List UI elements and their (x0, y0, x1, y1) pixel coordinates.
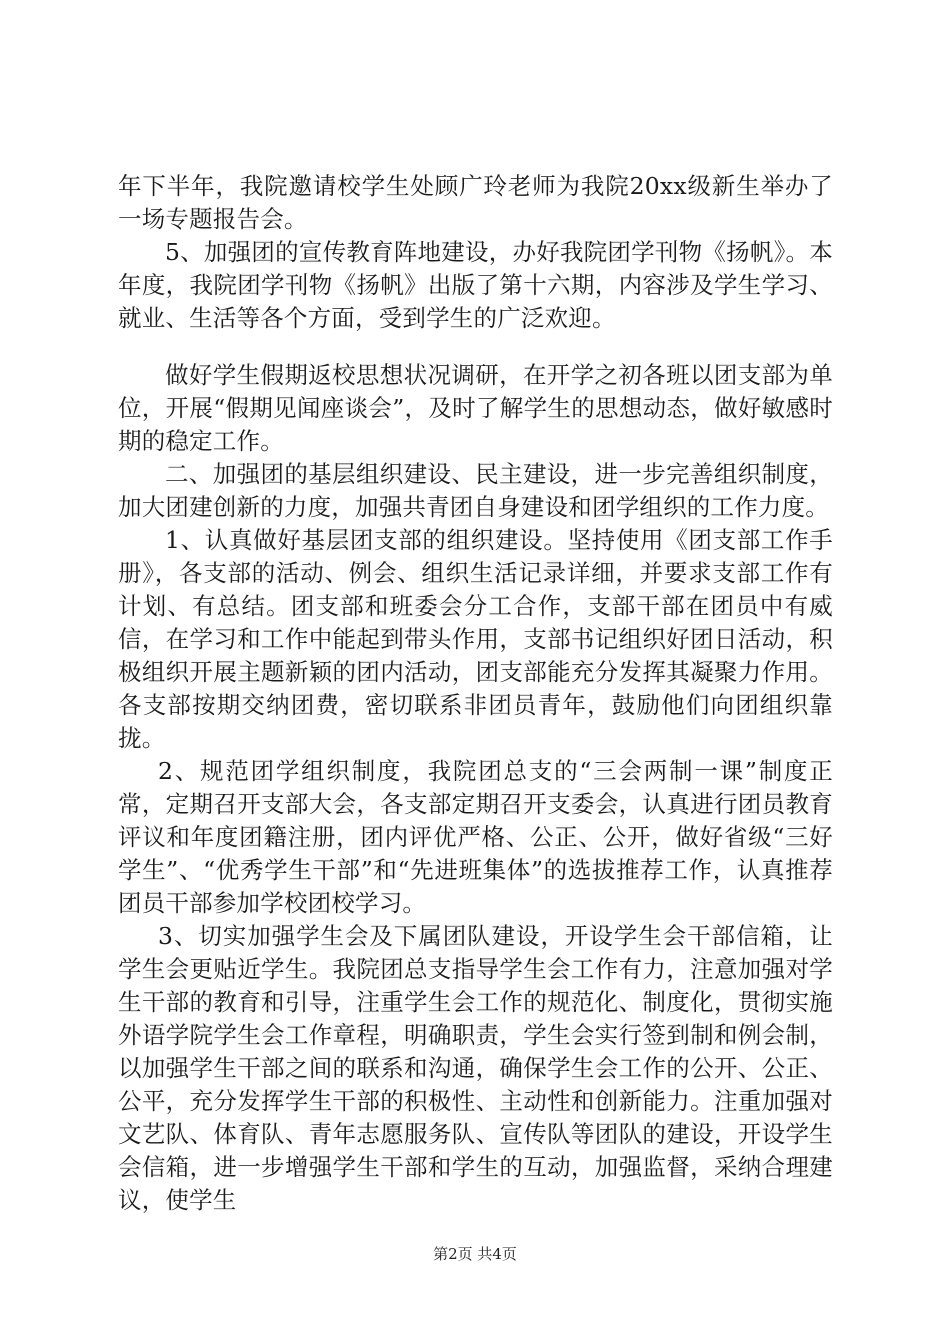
paragraph-5: 1、认真做好基层团支部的组织建设。坚持使用《团支部工作手册》，各支部的活动、例会、组织生活记录详细，并要求支部工作有计划、有总结。团支部和班委会分工合作，支部干部在团员中有威信，在学习和工作中能起到带头作用，支部书记组织好团日活动，积极组织开展主题新颖的团内活动，团支部能充分发挥其凝聚力作用。各支部按期交纳团费，密切联系非团员青年，鼓励他们向团组织靠拢。 (118, 526, 833, 752)
paragraph-1: 年下半年，我院邀请校学生处顾广玲老师为我院20xx级新生举办了一场专题报告会。 (118, 172, 833, 233)
paragraph-2: 5、加强团的宣传教育阵地建设，办好我院团学刊物《扬帆》。本年度，我院团学刊物《扬帆》出版了第十六期，内容涉及学生学习、就业、生活等各个方面，受到学生的广泛欢迎。 (118, 238, 833, 332)
document-body (118, 170, 833, 1217)
paragraph-4: 二、加强团的基层组织建设、民主建设，进一步完善组织制度，加大团建创新的力度，加强共青团自身建设和团学组织的工作力度。 (118, 460, 833, 521)
paragraph-6: 2、规范团学组织制度，我院团总支的“三会两制一课”制度正常，定期召开支部大会，各支部定期召开支委会，认真进行团员教育评议和年度团籍注册，团内评优严格、公正、公开，做好省级“三好学生”、“优秀学生干部”和“先进班集体”的选拔推荐工作，认真推荐团员干部参加学校团校学习。 (118, 757, 833, 917)
paragraph-3: 做好学生假期返校思想状况调研，在开学之初各班以团支部为单位，开展“假期见闻座谈会”，及时了解学生的思想动态，做好敏感时期的稳定工作。 (118, 361, 833, 455)
paragraph-7: 3、切实加强学生会及下属团队建设，开设学生会干部信箱，让学生会更贴近学生。我院团总支指导学生会工作有力，注意加强对学生干部的教育和引导，注重学生会工作的规范化、制度化，贯彻实施外语学院学生会工作章程，明确职责，学生会实行签到制和例会制，以加强学生干部之间的联系和沟通，确保学生会工作的公开、公正、公平，充分发挥学生干部的积极性、主动性和创新能力。注重加强对文艺队、体育队、青年志愿服务队、宣传队等团队的建设，开设学生会信箱，进一步增强学生干部和学生的互动，加强监督，采纳合理建议，使学生 (118, 922, 833, 1214)
page-footer: 第2页 共4页 (433, 1245, 517, 1263)
